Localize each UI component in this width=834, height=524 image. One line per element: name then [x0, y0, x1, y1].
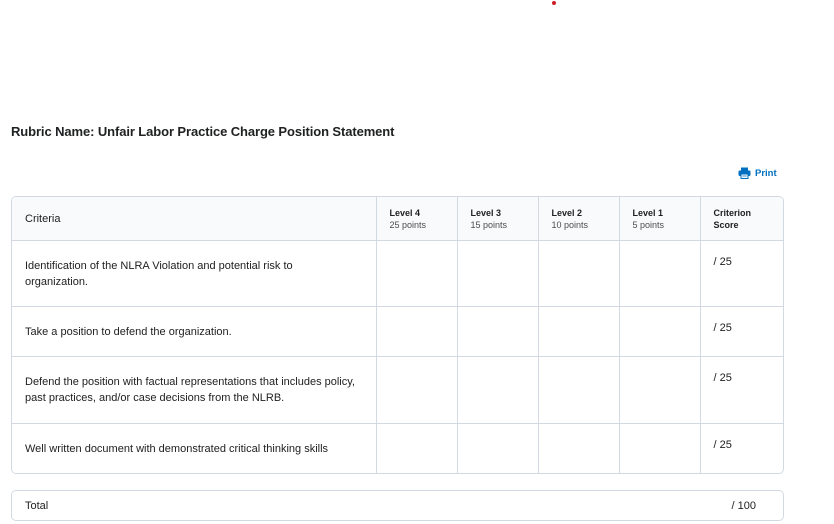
rubric-table — [11, 196, 784, 474]
table-row — [12, 307, 784, 357]
level-name: Level 1 — [632, 207, 664, 218]
criterion-description — [12, 424, 376, 474]
level-cell[interactable] — [457, 241, 538, 307]
criterion-description — [12, 241, 376, 307]
level-cell[interactable] — [457, 424, 538, 474]
level-points: 10 points — [551, 219, 589, 230]
level-name: Level 2 — [551, 207, 583, 218]
print-button[interactable] — [738, 167, 777, 179]
criterion-description — [12, 357, 376, 424]
level-cell[interactable] — [457, 357, 538, 424]
level-cell[interactable] — [619, 424, 700, 474]
criterion-line: Well written document with demonstrated critical thinking skills — [25, 442, 329, 455]
criterion-score: / 25 — [700, 357, 784, 424]
table-row — [12, 424, 784, 474]
total-label: Total — [25, 499, 49, 512]
level-name: Level 4 — [389, 207, 421, 218]
level-cell[interactable] — [538, 241, 619, 307]
level-header — [457, 197, 538, 241]
level-cell[interactable] — [457, 307, 538, 357]
score-header-line2: Score — [713, 219, 739, 230]
level-header — [376, 197, 457, 241]
printer-icon — [738, 167, 751, 179]
total-row — [11, 490, 784, 521]
level-points: 5 points — [632, 219, 665, 230]
table-row — [12, 241, 784, 307]
criterion-line: Defend the position with factual representations that includes policy, — [25, 376, 355, 388]
score-header-line1: Criterion — [713, 207, 752, 218]
level-cell[interactable] — [538, 307, 619, 357]
total-score: / 100 — [731, 499, 756, 512]
table-row — [12, 357, 784, 424]
table-header-row — [12, 197, 784, 241]
criterion-line: past practices, and/or case decisions from the NLRB. — [25, 392, 285, 404]
red-dot-indicator — [552, 1, 556, 5]
level-name: Level 3 — [470, 207, 502, 218]
level-cell[interactable] — [376, 241, 457, 307]
criterion-description — [12, 307, 376, 357]
level-header — [538, 197, 619, 241]
criterion-score: / 25 — [700, 424, 784, 474]
level-points: 25 points — [389, 219, 427, 230]
criterion-score: / 25 — [700, 241, 784, 307]
criteria-header: Criteria — [12, 197, 376, 241]
level-cell[interactable] — [538, 357, 619, 424]
print-label: Print — [755, 167, 777, 179]
level-cell[interactable] — [538, 424, 619, 474]
rubric-title: Rubric Name: Unfair Labor Practice Charge Position Statement — [11, 124, 395, 139]
level-cell[interactable] — [376, 307, 457, 357]
level-cell[interactable] — [376, 424, 457, 474]
level-points: 15 points — [470, 219, 508, 230]
level-cell[interactable] — [619, 357, 700, 424]
criterion-line: Identification of the NLRA Violation and potential risk to — [25, 259, 293, 272]
level-cell[interactable] — [619, 241, 700, 307]
criterion-line: organization. — [25, 275, 88, 288]
level-header — [619, 197, 700, 241]
criterion-line: Take a position to defend the organization. — [25, 325, 232, 338]
criterion-score-header — [700, 197, 784, 241]
level-cell[interactable] — [376, 357, 457, 424]
criterion-score: / 25 — [700, 307, 784, 357]
level-cell[interactable] — [619, 307, 700, 357]
